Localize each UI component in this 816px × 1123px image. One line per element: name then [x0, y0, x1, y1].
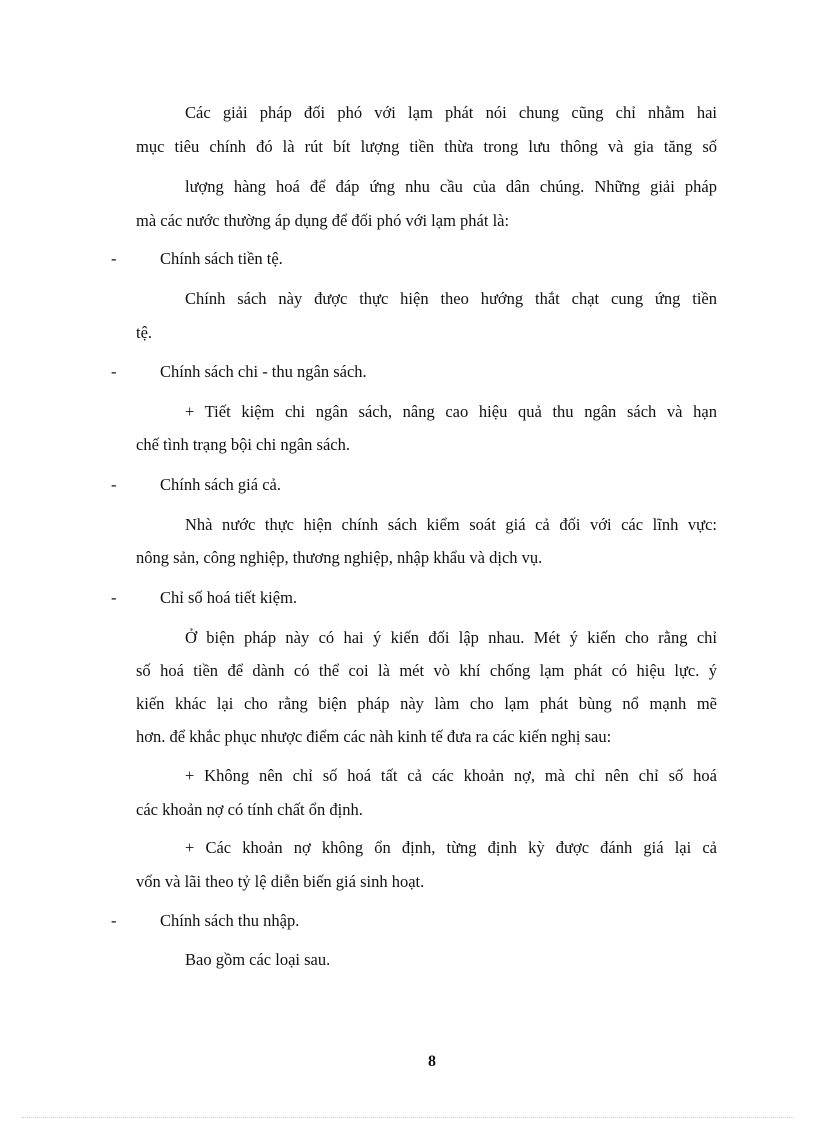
list-bullet: - [111, 911, 117, 930]
paragraph-line: chế tình trạng bội chi ngân sách. [136, 435, 350, 454]
paragraph-line: Ở biện pháp này có hai ý kiến đối lập nhau. Mét ý kiến cho rằng chỉ [185, 628, 717, 647]
list-bullet: - [111, 362, 117, 381]
paragraph-line: nông sản, công nghiệp, thương nghiệp, nhập khẩu và dịch vụ. [136, 548, 543, 567]
list-bullet: - [111, 588, 117, 607]
page-number: 8 [428, 1053, 436, 1070]
paragraph-line: mục tiêu chính đó là rút bít lượng tiền thừa trong lưu thông và gia tăng số [136, 137, 717, 156]
paragraph-line: lượng hàng hoá để đáp ứng nhu cầu của dân chúng. Những giải pháp [185, 177, 717, 196]
paragraph-line: + Không nên chỉ số hoá tất cả các khoản nợ, mà chỉ nên chỉ số hoá [185, 766, 717, 785]
list-bullet: - [111, 249, 117, 268]
paragraph-line: mà các nước thường áp dụng để đối phó với lạm phát là: [136, 211, 510, 230]
paragraph-line: vốn và lãi theo tỷ lệ diễn biến giá sinh hoạt. [136, 872, 425, 891]
footer-divider [22, 1117, 794, 1118]
paragraph-line: các khoản nợ có tính chất ổn định. [136, 800, 363, 819]
paragraph-line: hơn. để khắc phục nhược điểm các nàh kinh tế đưa ra các kiến nghị sau: [136, 727, 612, 746]
paragraph-line: Các giải pháp đối phó với lạm phát nói chung cũng chỉ nhằm hai [185, 103, 717, 122]
section-heading: Chỉ số hoá tiết kiệm. [160, 588, 298, 607]
paragraph-line: số hoá tiền để dành có thể coi là mét vò khí chống lạm phát có hiệu lực. ý [136, 661, 717, 680]
paragraph-line: + Tiết kiệm chi ngân sách, nâng cao hiệu quả thu ngân sách và hạn [185, 402, 717, 421]
section-heading: Chính sách chi - thu ngân sách. [160, 362, 367, 381]
paragraph-line: Nhà nước thực hiện chính sách kiểm soát giá cả đối với các lĩnh vực: [185, 515, 717, 534]
paragraph-line: kiến khác lại cho rằng biện pháp này làm cho lạm phát bùng nổ mạnh mẽ [136, 694, 717, 713]
paragraph-line: Bao gồm các loại sau. [185, 950, 331, 969]
section-heading: Chính sách tiền tệ. [160, 249, 283, 268]
list-bullet: - [111, 475, 117, 494]
paragraph-line: tệ. [136, 323, 153, 342]
section-heading: Chính sách giá cả. [160, 475, 281, 494]
section-heading: Chính sách thu nhập. [160, 911, 300, 930]
paragraph-line: Chính sách này được thực hiện theo hướng thắt chạt cung ứng tiền [185, 289, 717, 308]
paragraph-line: + Các khoản nợ không ổn định, từng định kỳ được đánh giá lại cả [185, 838, 717, 857]
